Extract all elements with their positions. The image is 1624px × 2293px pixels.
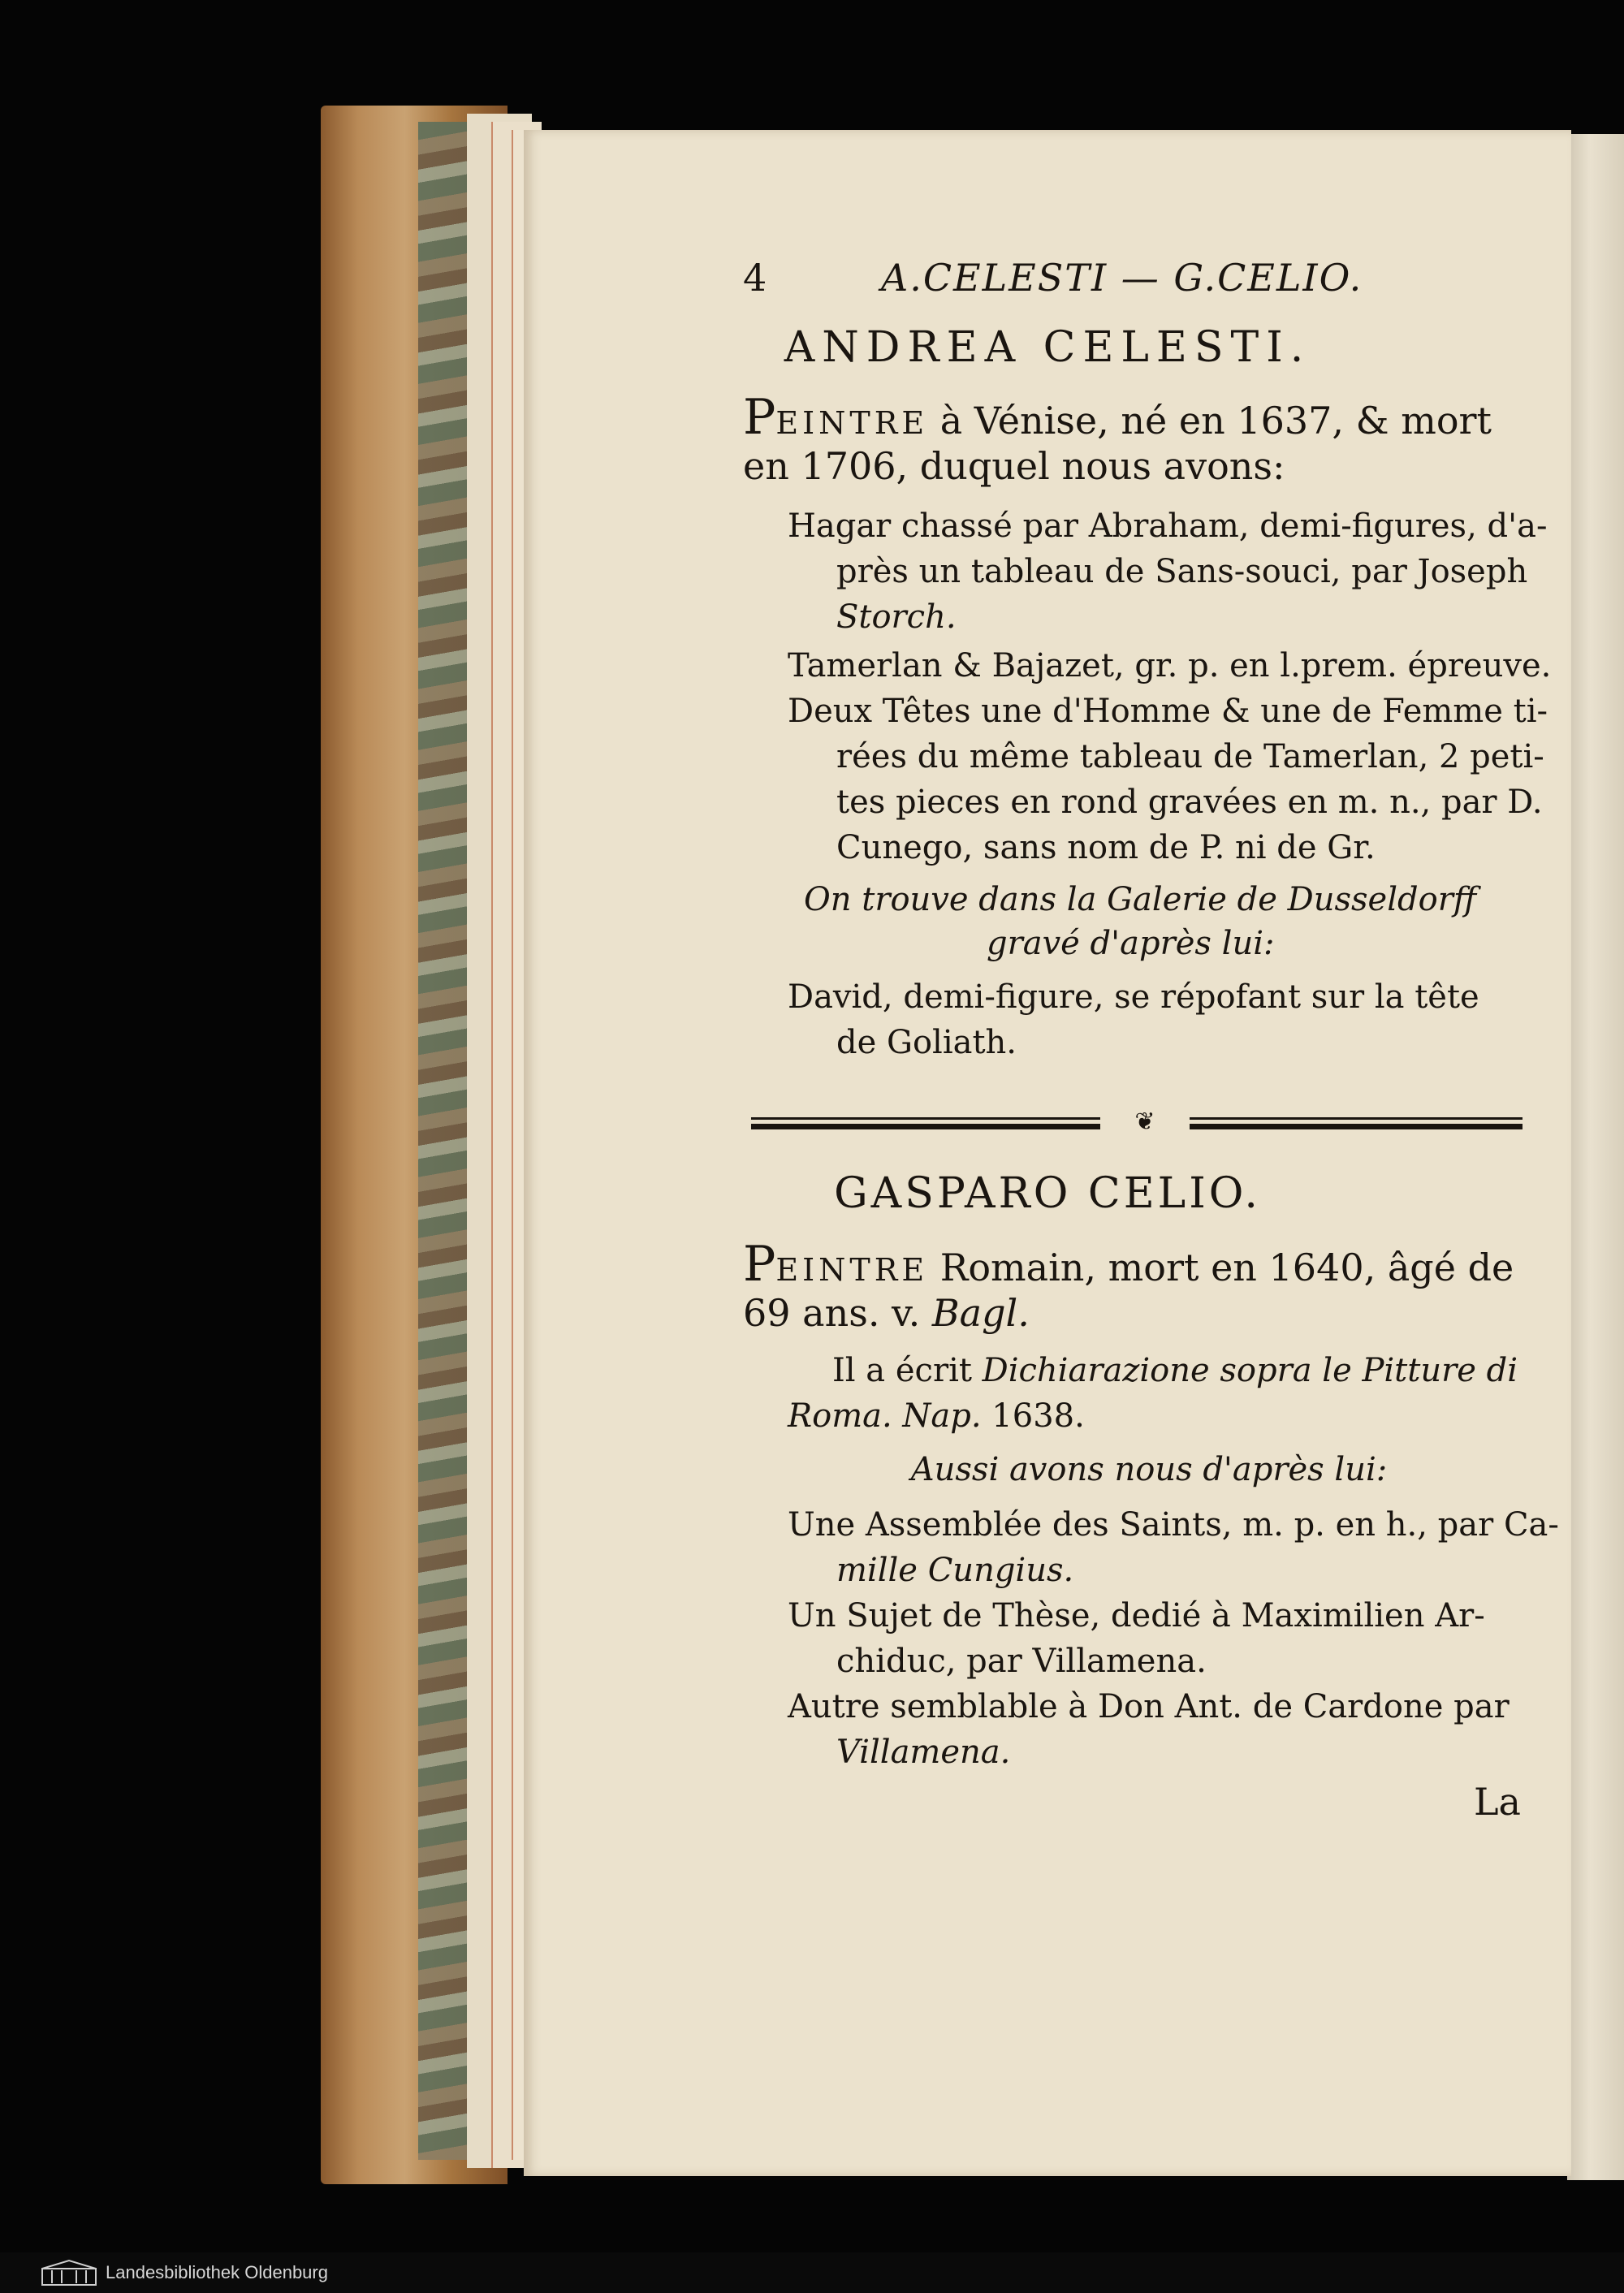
running-header <box>524 256 1571 313</box>
entry-line: Storch. <box>836 598 957 636</box>
written-line <box>832 1348 1518 1393</box>
aussi-line: Aussi avons nous d'après lui: <box>910 1451 1388 1488</box>
drop-cap: P <box>743 1236 776 1293</box>
intro-celesti-line2: en 1706, duquel nous avons: <box>743 444 1285 488</box>
entry-line: Cunego, sans nom de P. ni de Gr. <box>836 829 1376 866</box>
facing-page-edge <box>1567 134 1624 2180</box>
text: Il a écrit <box>832 1352 983 1389</box>
section-title-celesti: ANDREA CELESTI. <box>784 323 1311 372</box>
note-line: gravé d'après lui: <box>987 925 1275 962</box>
entry-line: Tamerlan & Bajazet, gr. p. en l.prem. épreuve. <box>788 647 1552 684</box>
entry-line: Hagar chassé par Abraham, demi-figures, d'a- <box>788 507 1548 545</box>
book-page <box>524 130 1571 2176</box>
entry-line: rées du même tableau de Tamerlan, 2 peti- <box>836 738 1544 775</box>
ornamental-divider <box>751 1108 1522 1136</box>
entry-line: tes pieces en rond gravées en m. n., par D. <box>836 784 1543 821</box>
intro-text: Romain, mort en 1640, âgé de <box>928 1246 1514 1289</box>
intro-celio <box>743 1236 1555 1293</box>
fleuron-icon: ❦ <box>1100 1111 1190 1134</box>
entry-line: Autre semblable à Don Ant. de Cardone par <box>788 1688 1510 1725</box>
book-place: Roma. Nap. <box>788 1397 982 1435</box>
section-title-celio: GASPARO CELIO. <box>834 1169 1261 1218</box>
intro-text: 69 ans. v. <box>743 1291 932 1335</box>
intro-celesti <box>743 389 1555 447</box>
running-title: A.CELESTI — G.CELIO. <box>881 256 1363 300</box>
book-title: Dichiarazione sopra le Pitture di <box>982 1352 1518 1389</box>
note-line: On trouve dans la Galerie de Dusseldorff <box>804 881 1477 918</box>
catchword: La <box>1474 1780 1521 1824</box>
library-logo-icon <box>41 2259 97 2287</box>
entry-line: Deux Têtes une d'Homme & une de Femme ti- <box>788 693 1548 730</box>
entry-line: David, demi-figure, se répofant sur la tête <box>788 978 1479 1016</box>
entry-line: près un tableau de Sans-souci, par Joseph <box>836 553 1528 590</box>
text: 1638. <box>981 1397 1085 1435</box>
library-name: Landesbibliothek Oldenburg <box>106 2262 328 2282</box>
intro-celio-line2 <box>743 1289 1030 1337</box>
written-line <box>788 1393 1085 1439</box>
page-number: 4 <box>743 256 767 300</box>
entry-line: chiduc, par Villamena. <box>836 1643 1207 1680</box>
intro-text: à Vénise, né en 1637, & mort <box>928 399 1492 443</box>
reference-italic: Bagl. <box>931 1291 1030 1335</box>
entry-line: mille Cungius. <box>836 1552 1074 1589</box>
footer-bar <box>0 2252 1624 2293</box>
drop-cap: P <box>743 389 776 446</box>
entry-line: Un Sujet de Thèse, dedié à Maximilien Ar- <box>788 1597 1485 1634</box>
entry-line: de Goliath. <box>836 1024 1017 1061</box>
small-caps: EINTRE <box>775 1252 929 1288</box>
entry-line: Une Assemblée des Saints, m. p. en h., par Ca- <box>788 1506 1559 1544</box>
small-caps: EINTRE <box>775 405 929 441</box>
entry-line: Villamena. <box>836 1734 1011 1771</box>
